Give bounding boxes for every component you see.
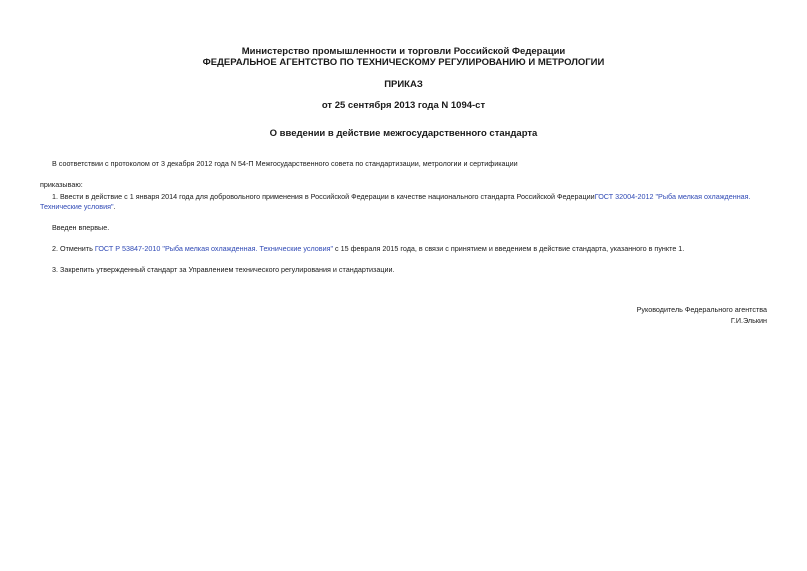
gost-32004-link-title[interactable]: "Рыба мелкая охлажденная. bbox=[655, 192, 751, 201]
document-date-number: от 25 сентября 2013 года N 1094-ст bbox=[321, 100, 486, 111]
item-1-end: . bbox=[113, 202, 116, 211]
preamble-text: В соответствии с протоколом от 3 декабря 2012 года N 54-П Межгосударственного совета по стандартизации, метрологии и сертификации bbox=[52, 159, 518, 168]
ministry-title: Министерство промышленности и торговли Российской Федерации bbox=[241, 46, 566, 57]
item-2-rest: с 15 февраля 2015 года, в связи с принятием и введением в действие стандарта, указанного в пункте 1. bbox=[333, 244, 685, 253]
gost-32004-link-title-cont[interactable]: Технические условия" bbox=[40, 202, 114, 211]
gost-32004-link-code[interactable]: ГОСТ 32004-2012 bbox=[594, 192, 654, 201]
item-1-text: 1. Ввести в действие с 1 января 2014 года для добровольного применения в Российской Федерации в качестве национального стандарта Российской Федерации bbox=[52, 192, 595, 201]
order-word: приказываю: bbox=[40, 180, 83, 189]
document-type: ПРИКАЗ bbox=[384, 79, 423, 90]
gost-r-53847-link-title[interactable]: "Рыба мелкая охлажденная. Технические условия" bbox=[162, 244, 334, 253]
signature-name: Г.И.Элькин bbox=[730, 316, 767, 325]
item-1-line-2 bbox=[40, 202, 116, 212]
item-2-start: 2. Отменить bbox=[52, 244, 95, 253]
gost-r-53847-link-code[interactable]: ГОСТ Р 53847-2010 bbox=[94, 244, 161, 253]
agency-title: ФЕДЕРАЛЬНОЕ АГЕНТСТВО ПО ТЕХНИЧЕСКОМУ РЕГУЛИРОВАНИЮ И МЕТРОЛОГИИ bbox=[202, 57, 605, 68]
introduced-note: Введен впервые. bbox=[52, 223, 110, 232]
signature-position: Руководитель Федерального агентства bbox=[636, 305, 767, 314]
item-1-line-1 bbox=[52, 192, 751, 202]
document-subject: О введении в действие межгосударственного стандарта bbox=[269, 128, 538, 139]
item-3-text: 3. Закрепить утвержденный стандарт за Управлением технического регулирования и стандартизации. bbox=[52, 265, 395, 274]
item-2-line bbox=[52, 244, 684, 254]
